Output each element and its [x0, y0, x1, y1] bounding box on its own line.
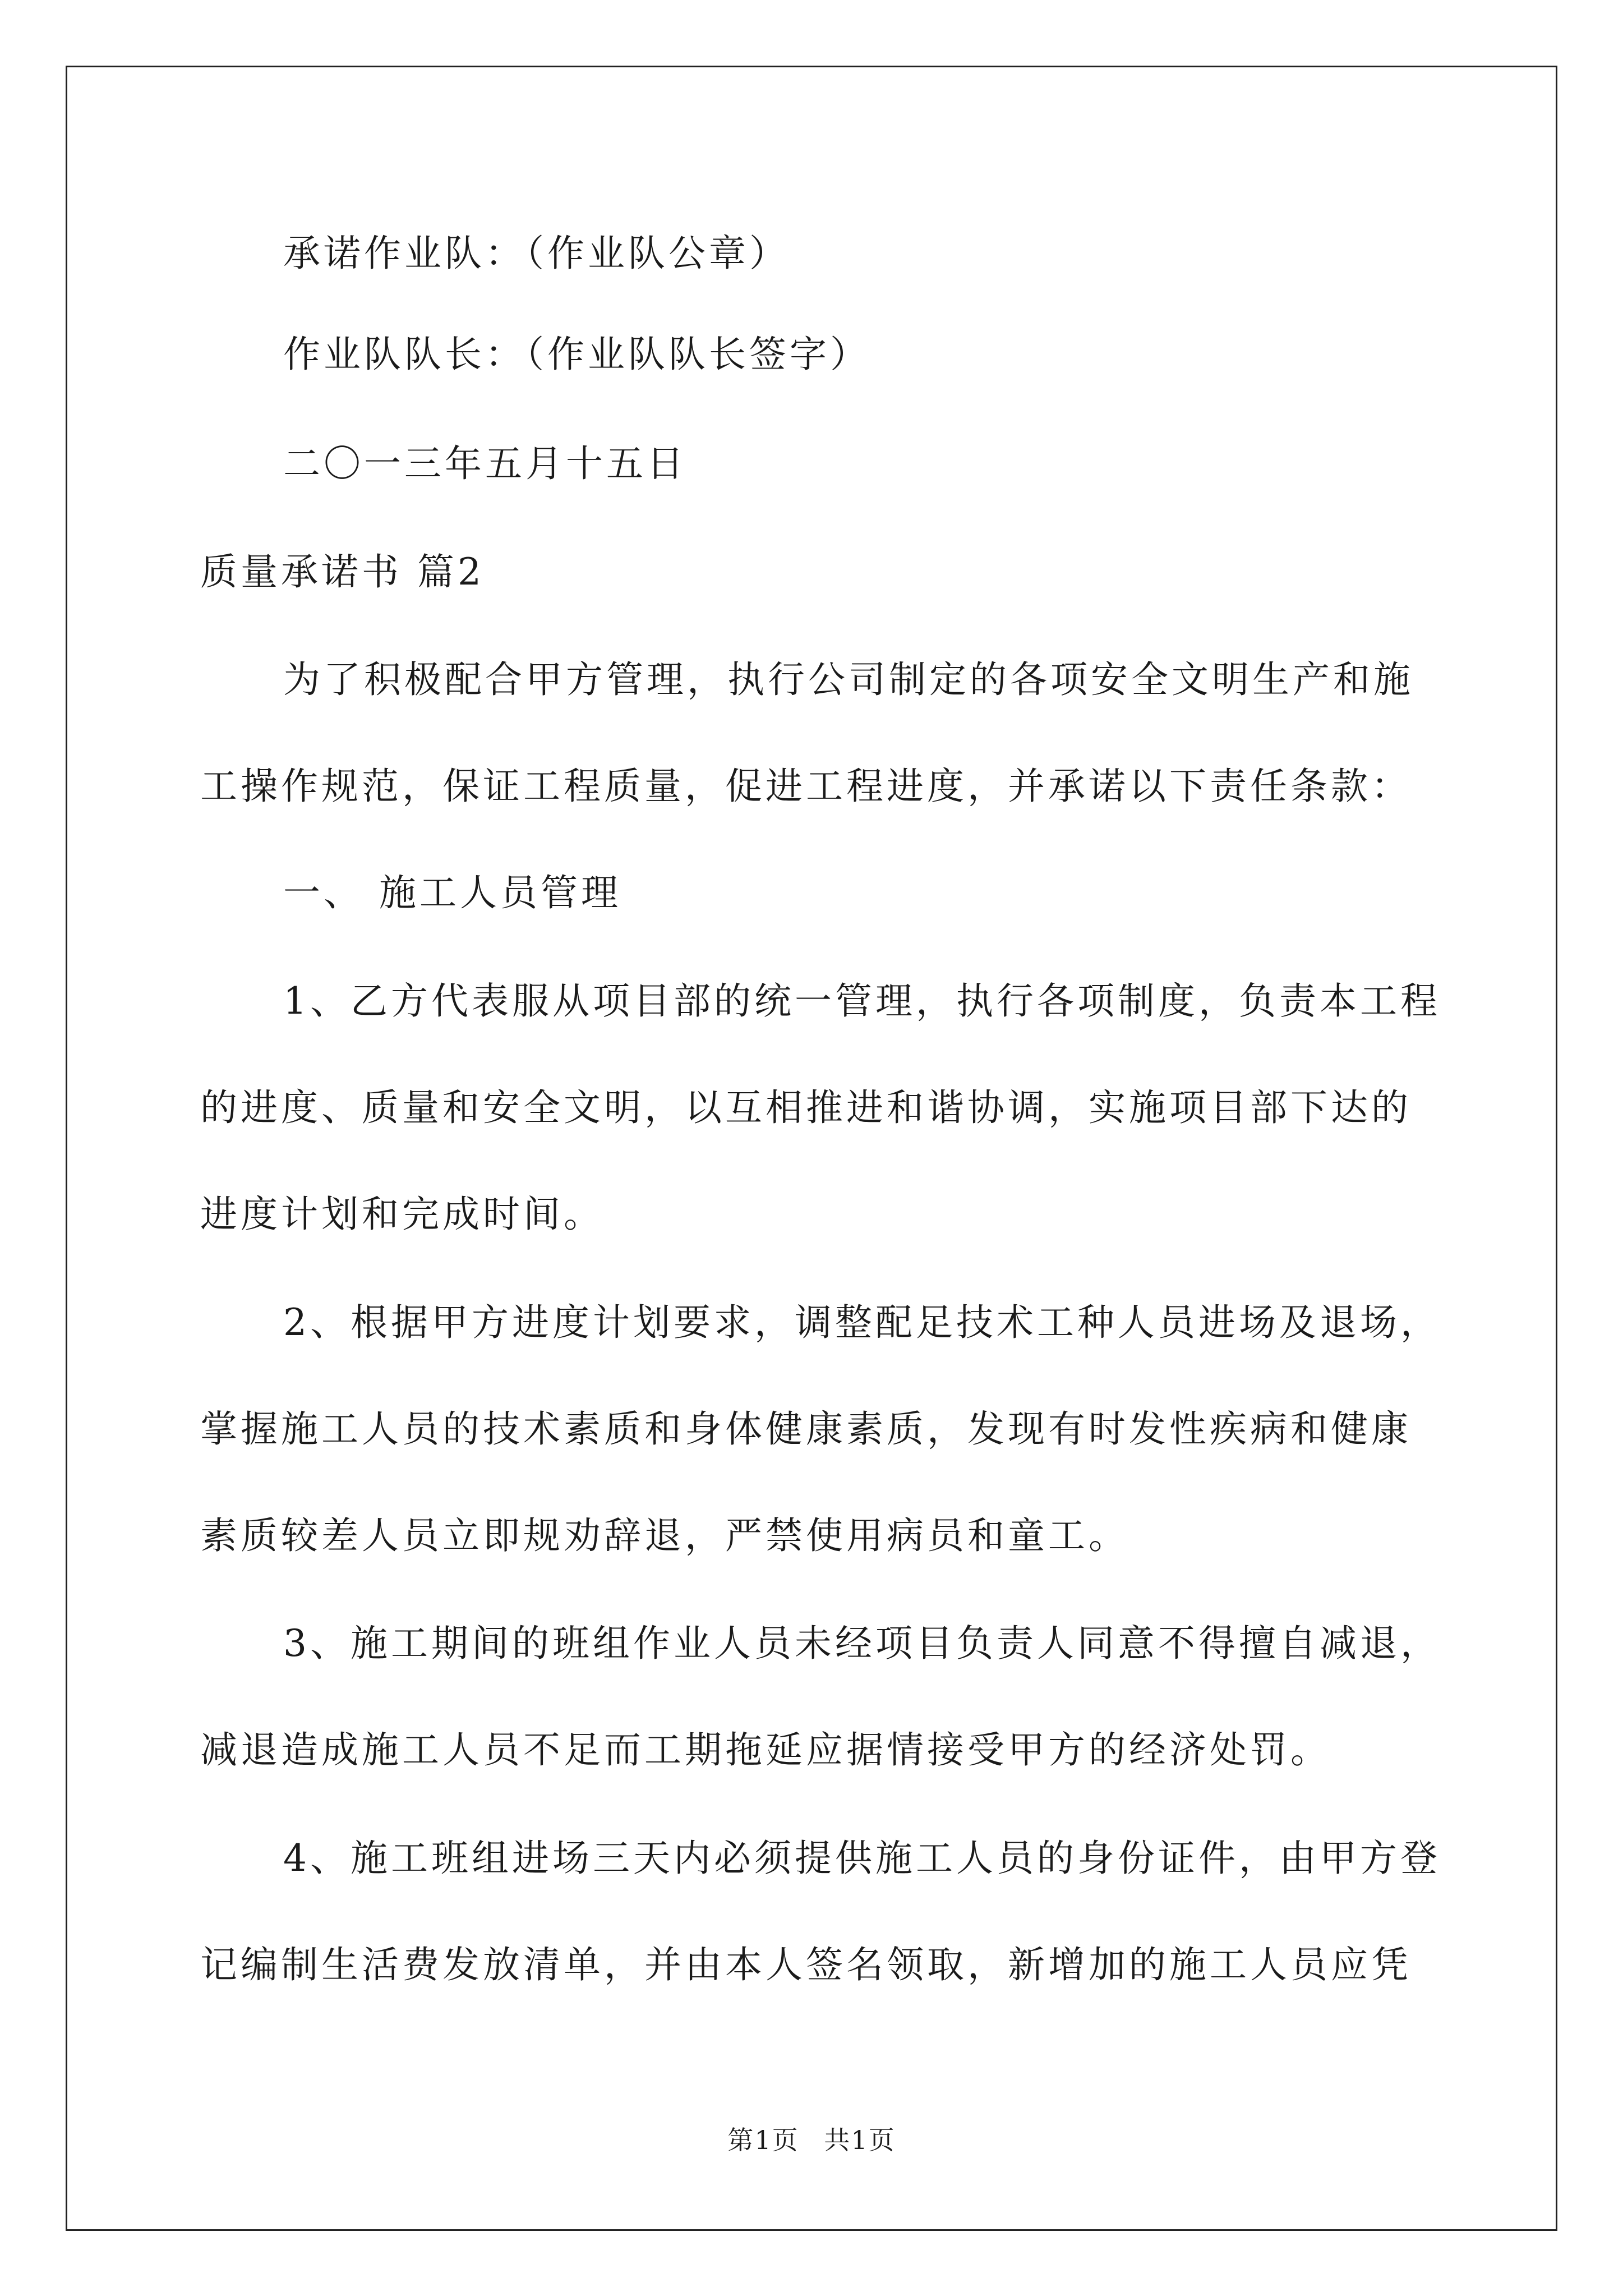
- page-total: 共1页: [824, 2125, 896, 2155]
- item-2-line-1: 2、根据甲方进度计划要求，调整配足技术工种人员进场及退场，: [283, 1301, 1441, 1344]
- item-4-line-1: 4、施工班组进场三天内必须提供施工人员的身份证件，由甲方登: [283, 1837, 1441, 1880]
- item-3-line-1: 3、施工期间的班组作业人员未经项目负责人同意不得擅自减退，: [283, 1622, 1441, 1665]
- page-footer: [0, 2123, 1623, 2157]
- commitment-team-line: 承诺作业队：（作业队公章）: [283, 232, 790, 275]
- item-2-line-3: 素质较差人员立即规劝辞退，严禁使用病员和童工。: [200, 1514, 1129, 1557]
- paragraph-intro-line-1: 为了积极配合甲方管理，执行公司制定的各项安全文明生产和施: [283, 658, 1414, 701]
- page-number: 第1页: [727, 2125, 799, 2155]
- section-title: 质量承诺书 篇2: [200, 550, 485, 593]
- item-1-line-1: 1、乙方代表服从项目部的统一管理，执行各项制度，负责本工程: [283, 979, 1441, 1023]
- page-border: [66, 66, 1557, 2231]
- team-leader-line: 作业队队长：（作业队队长签字）: [283, 333, 870, 376]
- subsection-heading: 一、 施工人员管理: [283, 871, 621, 914]
- item-1-line-3: 进度计划和完成时间。: [200, 1193, 604, 1236]
- item-2-line-2: 掌握施工人员的技术素质和身体健康素质，发现有时发性疾病和健康: [200, 1407, 1412, 1451]
- paragraph-intro-line-2: 工操作规范，保证工程质量，促进工程进度，并承诺以下责任条款：: [200, 765, 1412, 808]
- item-1-line-2: 的进度、质量和安全文明，以互相推进和谐协调，实施项目部下达的: [200, 1086, 1412, 1129]
- item-4-line-2: 记编制生活费发放清单，并由本人签名领取，新增加的施工人员应凭: [200, 1943, 1412, 1986]
- item-3-line-2: 减退造成施工人员不足而工期拖延应据情接受甲方的经济处罚。: [200, 1728, 1331, 1772]
- date-line: 二〇一三年五月十五日: [283, 442, 687, 485]
